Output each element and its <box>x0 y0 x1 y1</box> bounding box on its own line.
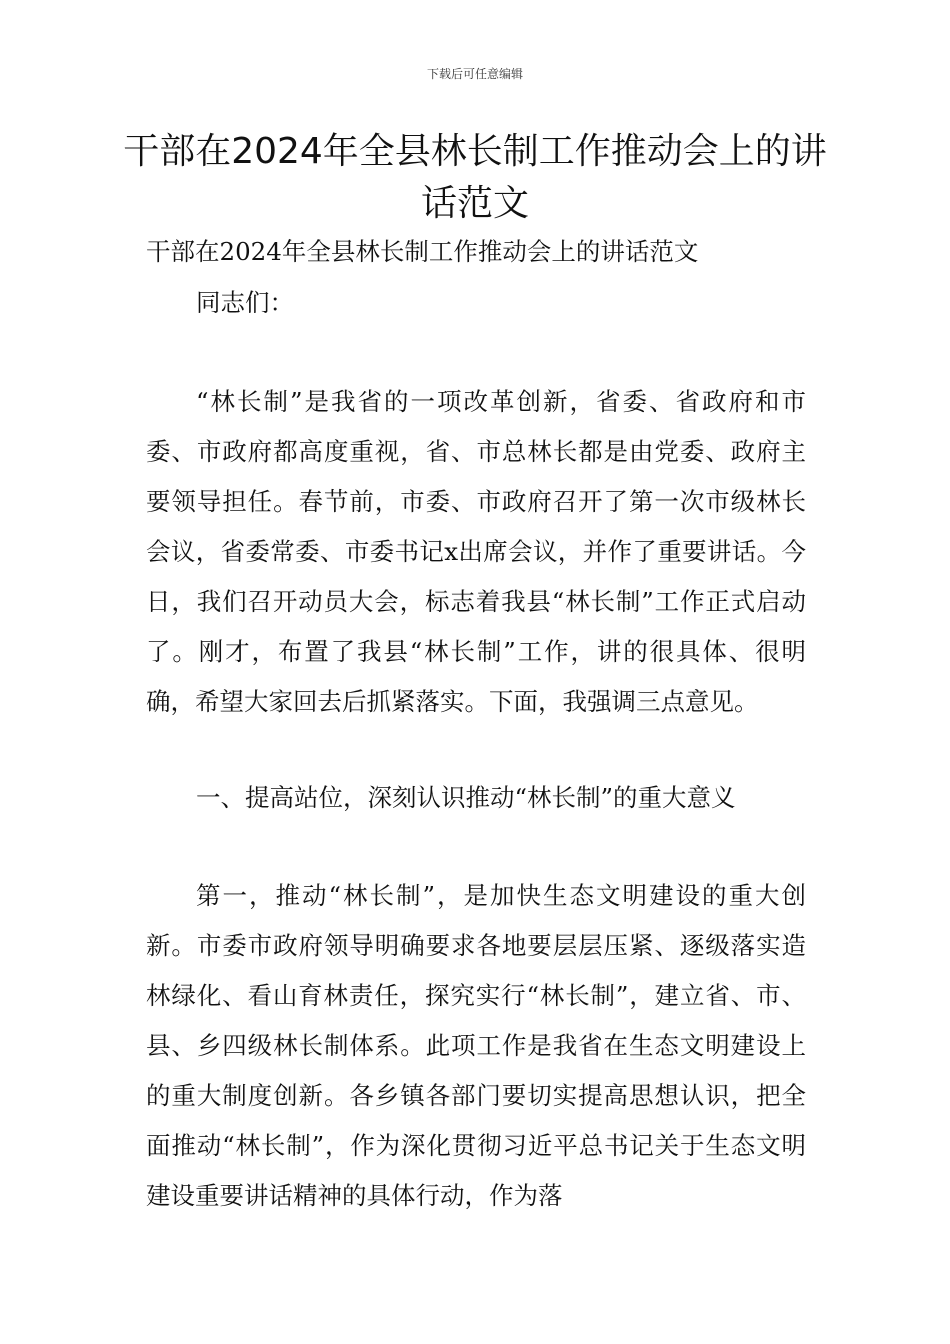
document-title: 干部在2024年全县林长制工作推动会上的讲话范文 <box>123 131 827 224</box>
section-heading: 一、提高站位，深刻认识推动“林长制”的重大意义 <box>196 783 736 812</box>
header-note: 下载后可任意编辑 <box>426 67 523 81</box>
paragraph: “林长制”是我省的一项改革创新，省委、省政府和市委、市政府都高度重视，省、市总林长都是由党委、政府主要领导担任。春节前，市委、市政府召开了第一次市级林长会议，省委常委、市委书记x出席会议，并作了重要讲话。今日，我们召开动员大会，标志着我县“林长制”工作正式启动了。刚才，布置了我县“林长制”工作，讲的很具体、很明确，希望大家回去后抓紧落实。下面，我强调三点意见。 <box>146 387 806 716</box>
paragraph: 第一，推动“林长制”，是加快生态文明建设的重大创新。市委市政府领导明确要求各地要层层压紧、逐级落实造林绿化、看山育林责任，探究实行“林长制”，建立省、市、县、乡四级林长制体系。此项工作是我省在生态文明建设上的重大制度创新。各乡镇各部门要切实提高思想认识，把全面推动“林长制”，作为深化贯彻习近平总书记关于生态文明建设重要讲话精神的具体行动，作为落 <box>146 881 806 1210</box>
document-subtitle: 干部在2024年全县林长制工作推动会上的讲话范文 <box>146 237 699 266</box>
greeting: 同志们： <box>196 288 294 317</box>
